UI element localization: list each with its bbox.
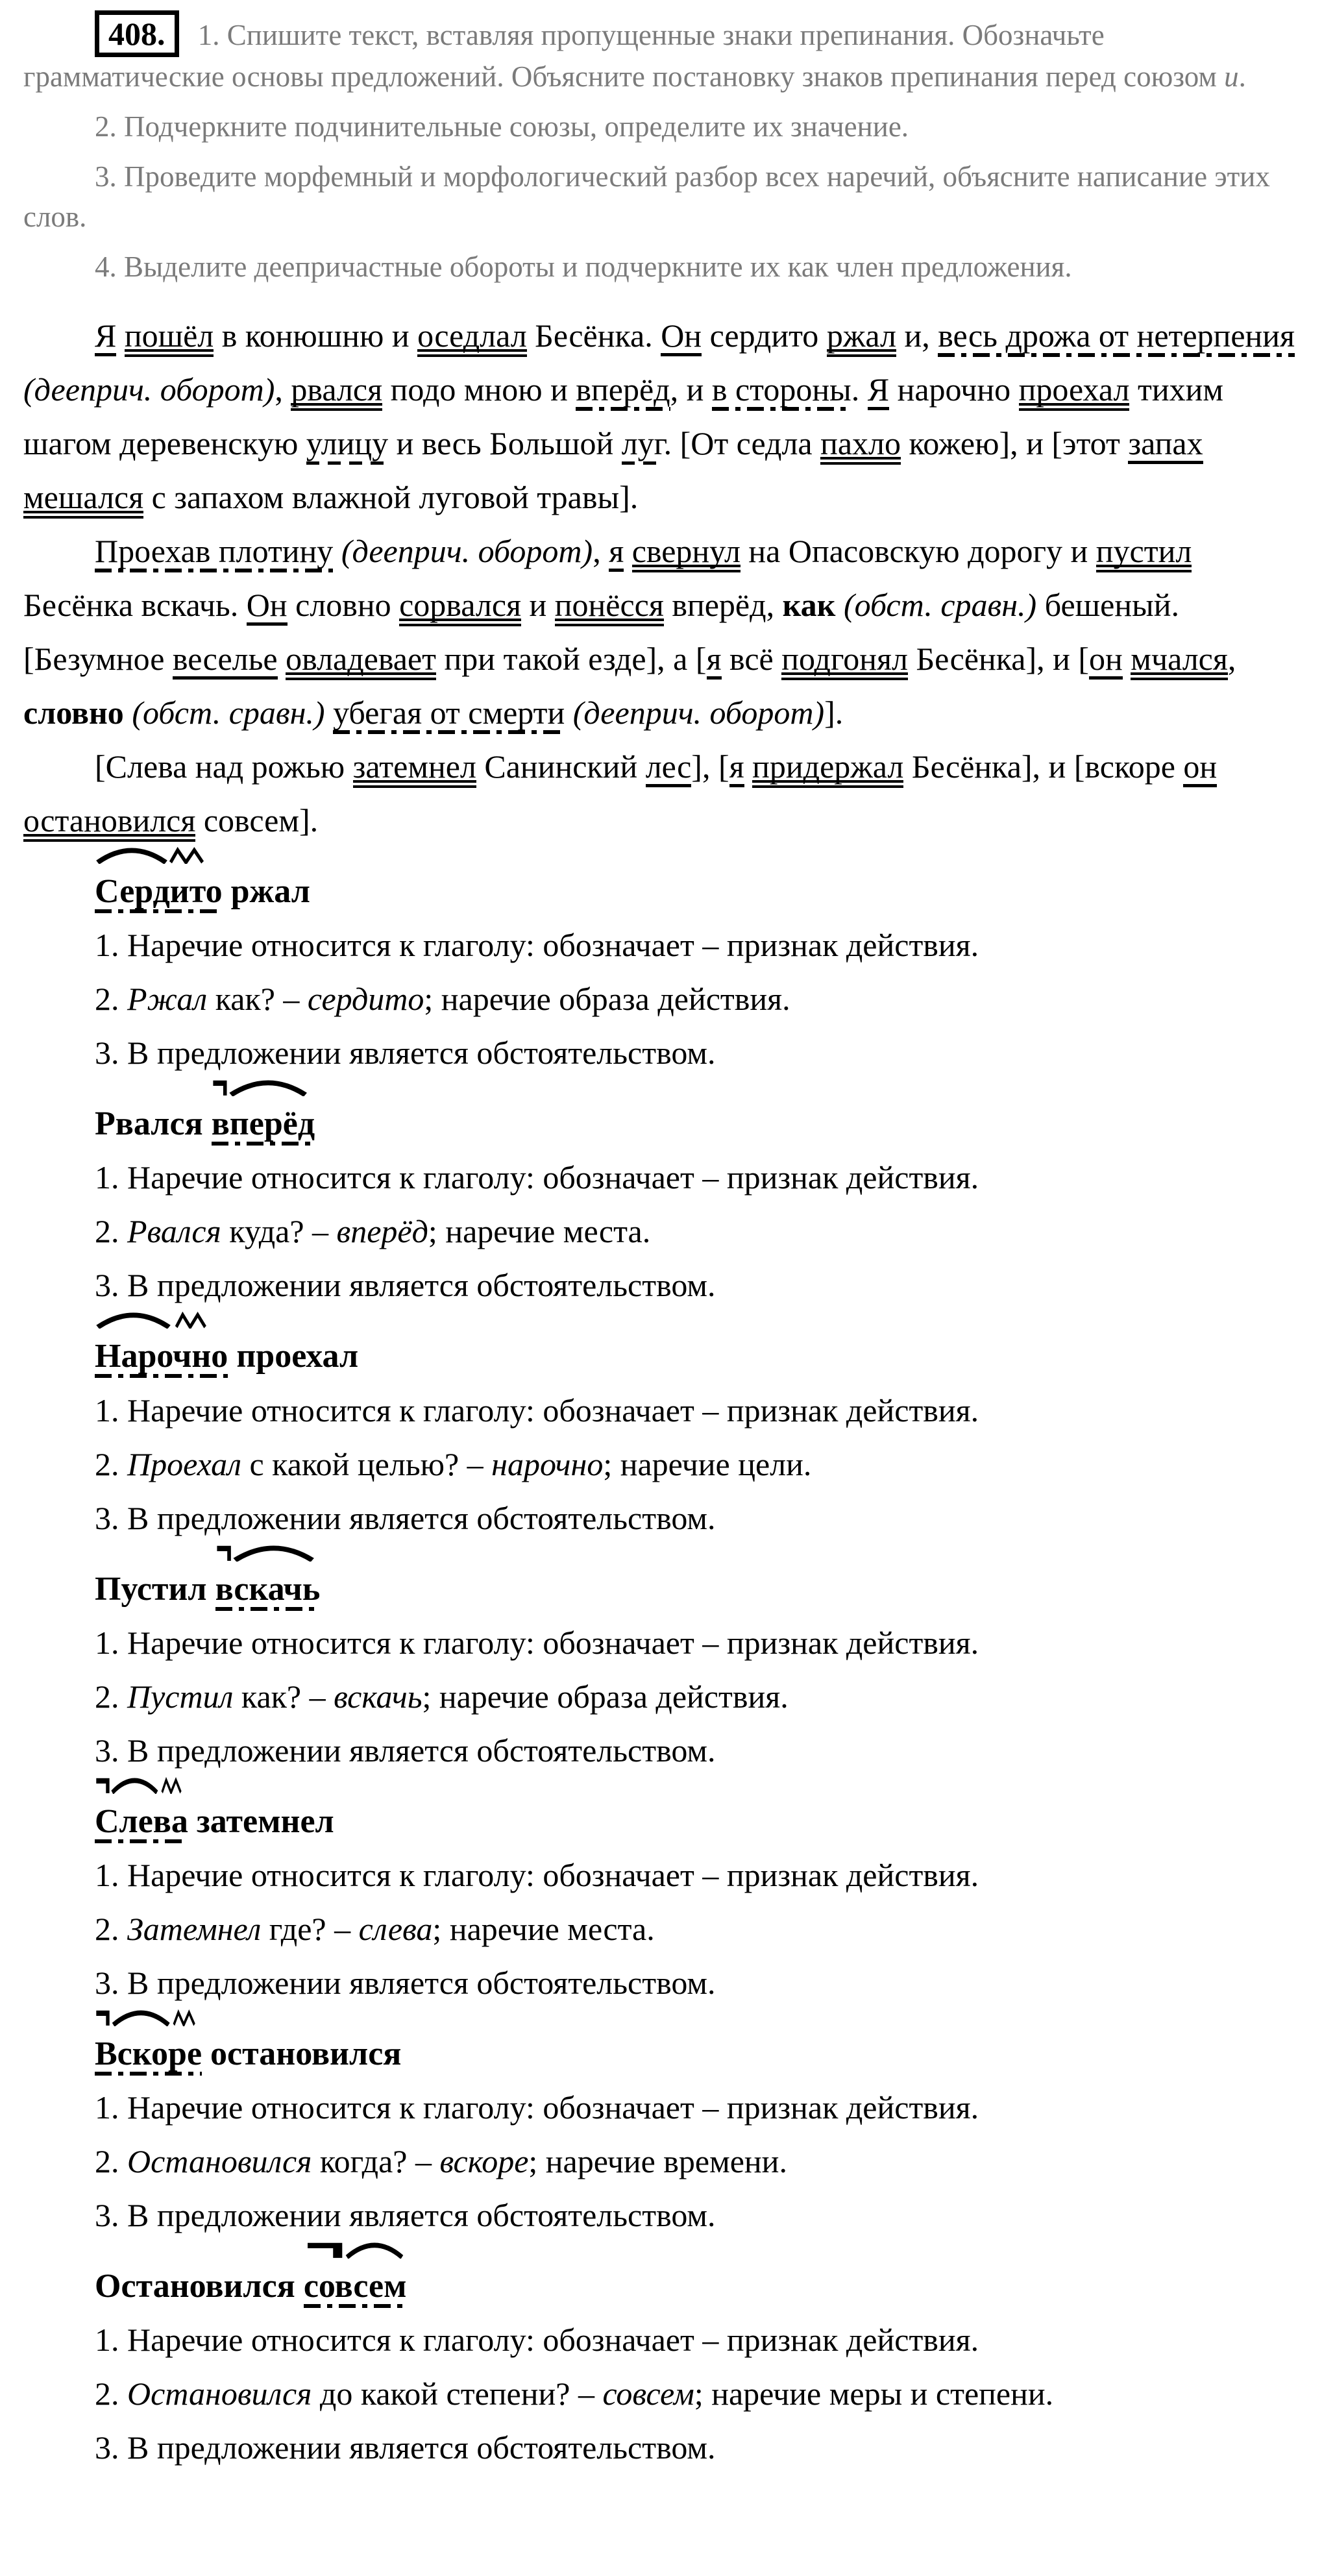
analysis-point-3: 3. В предложении является обстоятельством. bbox=[95, 1499, 716, 1536]
text-segment: 2. bbox=[95, 981, 127, 1018]
text-segment: (дееприч. оборот) bbox=[341, 532, 593, 569]
analysis-point-2 bbox=[95, 1438, 1303, 1491]
text-segment: Он bbox=[247, 587, 288, 626]
text-segment: куда? – bbox=[221, 1213, 337, 1250]
text-segment: Ржал bbox=[127, 981, 208, 1018]
analysis-heading bbox=[95, 1795, 1303, 1848]
text-segment: Остановился bbox=[127, 2375, 312, 2412]
text-segment: вперёд bbox=[576, 371, 670, 411]
analysis-point-3: 3. В предложении является обстоятельством. bbox=[95, 1732, 716, 1769]
text-segment: вперёд bbox=[336, 1213, 428, 1250]
analysis-point-3: 3. В предложении является обстоятельством. bbox=[95, 1267, 716, 1304]
text-segment: он bbox=[1089, 641, 1123, 680]
text-segment: овладевает bbox=[286, 641, 436, 680]
prefix-icon bbox=[212, 1079, 227, 1096]
text-segment: улицу bbox=[306, 425, 388, 465]
analysis-heading bbox=[95, 1329, 1303, 1383]
text-segment bbox=[116, 317, 125, 354]
text-segment: я bbox=[707, 641, 722, 680]
text-segment: словно bbox=[23, 694, 124, 731]
analysis-point-2 bbox=[95, 2367, 1303, 2421]
text-segment: когда? – bbox=[312, 2143, 440, 2180]
text-segment: 2. bbox=[95, 1445, 127, 1482]
text-segment: ; наречие времени. bbox=[528, 2143, 787, 2180]
analysis-heading bbox=[95, 2259, 1303, 2313]
text-segment: вскачь bbox=[334, 1678, 422, 1715]
text-segment: Рвался bbox=[127, 1213, 221, 1250]
text-segment: подо мною и bbox=[382, 371, 576, 408]
text-segment: пошёл bbox=[125, 317, 214, 357]
text-segment: рвался bbox=[291, 371, 382, 411]
task-1-text bbox=[23, 19, 1246, 93]
text-segment: как? – bbox=[207, 981, 308, 1018]
analysis-block-serdito bbox=[95, 865, 1303, 1080]
text-segment: вперёд, bbox=[663, 586, 783, 623]
analyzed-adverb bbox=[95, 2027, 202, 2081]
text-segment: остановился bbox=[23, 802, 195, 842]
text-segment: ; наречие образа действия. bbox=[424, 981, 790, 1018]
text-segment: где? – bbox=[261, 1910, 359, 1947]
text-segment: сердито bbox=[307, 981, 424, 1018]
text-segment: . bbox=[851, 371, 868, 408]
analysis-heading bbox=[95, 2027, 1303, 2081]
verb-word: Пустил bbox=[95, 1570, 207, 1608]
analysis-point-3: 3. В предложении является обстоятельством. bbox=[95, 1964, 716, 2001]
text-segment bbox=[835, 587, 844, 623]
text-segment: ; наречие образа действия. bbox=[422, 1678, 789, 1715]
text-segment: (дееприч. оборот) bbox=[572, 694, 825, 731]
text-segment: 3. Проведите морфемный и морфологический разбор всех наречий, объясните написание этих слов. bbox=[23, 160, 1270, 233]
text-segment: Бесёнка вскачь. bbox=[23, 586, 247, 623]
analysis-point-2 bbox=[95, 2135, 1303, 2189]
text-segment: Я bbox=[95, 317, 116, 356]
text-segment: Бесёнка], и [вскоре bbox=[903, 748, 1184, 785]
text-segment: ; наречие места. bbox=[432, 1910, 655, 1947]
text-segment: Проехал bbox=[127, 1445, 241, 1482]
text-segment: ржал bbox=[827, 317, 896, 357]
analysis-block-narochno bbox=[95, 1329, 1303, 1545]
analysis-block-vperyod bbox=[95, 1097, 1303, 1312]
text-segment: подгонял bbox=[781, 641, 908, 680]
adverb-word: Слева bbox=[95, 1803, 188, 1843]
adverb-word: вперёд bbox=[212, 1105, 315, 1146]
text-segment: . [От седла bbox=[663, 424, 821, 461]
text-segment: ; наречие места. bbox=[428, 1213, 651, 1250]
text-segment: весь дрожа от нетерпения bbox=[938, 317, 1295, 357]
verb-word: ржал bbox=[230, 872, 310, 910]
text-segment: сердито bbox=[702, 317, 827, 354]
text-segment: 2. bbox=[95, 1213, 127, 1250]
text-segment: словно bbox=[287, 586, 400, 623]
task-3 bbox=[23, 157, 1303, 236]
text-segment: как? – bbox=[233, 1678, 334, 1715]
analysis-point-1: 1. Наречие относится к глаголу: обозначает – признак действия. bbox=[95, 1159, 979, 1196]
text-segment: лес bbox=[646, 748, 692, 787]
text-segment: 2. bbox=[95, 2375, 127, 2412]
text-segment: Проехав плотину bbox=[95, 533, 333, 572]
verb-word: Остановился bbox=[95, 2268, 295, 2305]
adverb-word: Нарочно bbox=[95, 1338, 228, 1378]
analysis-point-1: 1. Наречие относится к глаголу: обозначает – признак действия. bbox=[95, 927, 979, 964]
text-segment: ], [ bbox=[691, 748, 729, 785]
analyzed-adverb bbox=[95, 1329, 228, 1383]
text-segment bbox=[333, 533, 341, 569]
analysis-block-vskach bbox=[95, 1562, 1303, 1778]
text-segment: слева bbox=[358, 1910, 433, 1947]
text-segment: придержал bbox=[752, 748, 903, 788]
verb-word: Рвался bbox=[95, 1105, 203, 1143]
text-segment: , bbox=[593, 532, 609, 569]
text-segment: в стороны bbox=[712, 371, 851, 411]
text-segment: нарочно bbox=[491, 1445, 604, 1482]
text-segment: в конюшню и bbox=[214, 317, 418, 354]
text-segment: Бесёнка. bbox=[526, 317, 661, 354]
text-segment: . bbox=[1238, 60, 1246, 93]
verb-word: проехал bbox=[236, 1338, 359, 1375]
prefix-icon bbox=[95, 2009, 110, 2026]
text-segment: , bbox=[1227, 640, 1236, 677]
analysis-heading bbox=[95, 865, 1303, 918]
text-segment: с запахом влажной луговой травы]. bbox=[143, 478, 639, 515]
text-segment bbox=[565, 694, 573, 731]
text-segment: понёсся bbox=[555, 587, 664, 626]
prefix-icon bbox=[95, 1777, 110, 1794]
suffix-caret-icon bbox=[169, 847, 207, 864]
text-segment: (дееприч. оборот) bbox=[23, 371, 275, 408]
exercise-text bbox=[23, 309, 1303, 848]
instructions bbox=[23, 10, 1303, 287]
verb-word: остановился bbox=[210, 2035, 402, 2072]
analysis-point-1: 1. Наречие относится к глаголу: обозначает – признак действия. bbox=[95, 2322, 979, 2359]
analysis-heading bbox=[95, 1097, 1303, 1151]
adverb-word: Вскоре bbox=[95, 2035, 202, 2076]
analysis-block-sovsem bbox=[95, 2259, 1303, 2475]
verb-word: затемнел bbox=[196, 1802, 334, 1840]
analysis-blocks bbox=[95, 865, 1303, 2475]
text-segment: 2. bbox=[95, 2143, 127, 2180]
text-segment: ; наречие меры и степени. bbox=[694, 2375, 1054, 2412]
task-2 bbox=[23, 107, 1303, 147]
text-segment: он bbox=[1183, 748, 1217, 787]
root-arc-icon bbox=[232, 1545, 315, 1562]
adverb-word: вскачь bbox=[215, 1571, 321, 1611]
text-segment: бешеный. [Безумное bbox=[23, 586, 1179, 677]
analysis-point-2 bbox=[95, 972, 1303, 1026]
text-segment: Я bbox=[868, 371, 889, 410]
analysis-point-2 bbox=[95, 1205, 1303, 1258]
text-segment: до какой степени? – bbox=[312, 2375, 603, 2412]
text-segment: запах bbox=[1128, 425, 1203, 464]
analysis-point-1: 1. Наречие относится к глаголу: обозначает – признак действия. bbox=[95, 2089, 979, 2126]
text-segment bbox=[744, 748, 753, 785]
analyzed-adverb bbox=[95, 1795, 188, 1848]
text-segment: я bbox=[729, 748, 744, 787]
text-segment: я bbox=[609, 533, 624, 572]
text-segment: совсем bbox=[602, 2375, 694, 2412]
text-segment: затемнел bbox=[353, 748, 476, 788]
analysis-point-2 bbox=[95, 1670, 1303, 1724]
text-segment: при такой езде], а [ bbox=[436, 640, 707, 677]
text-segment: Пустил bbox=[127, 1678, 234, 1715]
text-segment: (обст. сравн.) bbox=[132, 694, 325, 731]
text-segment: 2. bbox=[95, 1910, 127, 1947]
text-segment: тихим шагом деревенскую bbox=[23, 371, 1223, 461]
text-segment: Затемнел bbox=[127, 1910, 262, 1947]
suffix-caret-icon bbox=[175, 1312, 209, 1329]
text-segment bbox=[124, 694, 132, 731]
text-segment: и, bbox=[896, 317, 938, 354]
root-arc-icon bbox=[228, 1079, 308, 1096]
text-segment: мешался bbox=[23, 479, 143, 519]
text-segment: , bbox=[275, 371, 291, 408]
prefix-icon bbox=[215, 1545, 231, 1562]
text-segment: сорвался bbox=[399, 587, 521, 626]
text-segment bbox=[1123, 641, 1131, 677]
text-segment: Бесёнка], и [ bbox=[907, 640, 1090, 677]
text-segment: Он bbox=[661, 317, 702, 356]
text-segment: на Опасовскую дорогу и bbox=[740, 532, 1096, 569]
analysis-block-vskore bbox=[95, 2027, 1303, 2242]
suffix-caret-icon bbox=[173, 2009, 197, 2026]
adverb-word: совсем bbox=[304, 2268, 407, 2308]
analyzed-adverb bbox=[95, 865, 223, 918]
text-segment: нарочно bbox=[889, 371, 1019, 408]
text-segment: 4. Выделите деепричастные обороты и подчеркните их как член предложения. bbox=[95, 250, 1072, 283]
exercise-number: 408. bbox=[95, 10, 179, 57]
task-1 bbox=[23, 10, 1303, 97]
text-segment: пустил bbox=[1096, 533, 1192, 572]
text-segment: луг bbox=[622, 425, 664, 465]
analysis-point-3: 3. В предложении является обстоятельством. bbox=[95, 2429, 716, 2466]
adverb-word: Сердито bbox=[95, 873, 223, 913]
text-segment: Остановился bbox=[127, 2143, 312, 2180]
text-segment: совсем]. bbox=[195, 802, 319, 839]
text-segment: веселье bbox=[173, 641, 278, 680]
text-segment: убегая от смерти bbox=[333, 694, 565, 734]
analysis-point-1: 1. Наречие относится к глаголу: обозначает – признак действия. bbox=[95, 1624, 979, 1661]
text-segment: как bbox=[782, 586, 836, 623]
text-segment bbox=[278, 641, 286, 677]
analysis-point-1: 1. Наречие относится к глаголу: обозначает – признак действия. bbox=[95, 1856, 979, 1893]
analyzed-adverb bbox=[215, 1562, 321, 1616]
analyzed-adverb bbox=[304, 2259, 407, 2313]
analyzed-adverb bbox=[212, 1097, 315, 1151]
text-segment: и bbox=[1224, 60, 1239, 93]
text-segment: и весь Большой bbox=[388, 424, 622, 461]
text-segment: пахло bbox=[820, 425, 901, 465]
analysis-heading bbox=[95, 1562, 1303, 1616]
root-arc-icon bbox=[110, 1777, 159, 1794]
text-segment bbox=[325, 694, 334, 731]
text-segment: проехал bbox=[1019, 371, 1130, 411]
analysis-point-3: 3. В предложении является обстоятельством. bbox=[95, 2197, 716, 2234]
text-segment: 2. Подчеркните подчинительные союзы, определите их значение. bbox=[95, 110, 909, 143]
text-segment: кожею], и [этот bbox=[901, 424, 1129, 461]
text-segment: ]. bbox=[824, 694, 844, 731]
text-segment: свернул bbox=[632, 533, 741, 572]
text-segment: оседлал bbox=[417, 317, 527, 357]
paragraph-2 bbox=[23, 524, 1303, 740]
root-arc-icon bbox=[345, 2242, 404, 2259]
suffix-caret-icon bbox=[161, 1777, 184, 1794]
root-arc-icon bbox=[95, 1312, 172, 1329]
analysis-point-3: 3. В предложении является обстоятельством. bbox=[95, 1035, 716, 1072]
text-segment: мчался bbox=[1131, 641, 1228, 680]
text-segment: с какой целью? – bbox=[241, 1445, 492, 1482]
text-segment: и bbox=[521, 586, 555, 623]
text-segment: [Слева над рожью bbox=[95, 748, 353, 785]
prefix-icon bbox=[304, 2242, 343, 2259]
text-segment: всё bbox=[721, 640, 782, 677]
text-segment: (обст. сравн.) bbox=[843, 586, 1037, 623]
text-segment: 2. bbox=[95, 1678, 127, 1715]
paragraph-1 bbox=[23, 309, 1303, 524]
analysis-point-1: 1. Наречие относится к глаголу: обозначает – признак действия. bbox=[95, 1392, 979, 1429]
text-segment: , и bbox=[670, 371, 712, 408]
root-arc-icon bbox=[111, 2009, 171, 2026]
task-4 bbox=[23, 247, 1303, 287]
text-segment bbox=[624, 533, 632, 569]
analysis-point-2 bbox=[95, 1902, 1303, 1956]
text-segment: ; наречие цели. bbox=[603, 1445, 812, 1482]
text-segment: вскоре bbox=[439, 2143, 529, 2180]
root-arc-icon bbox=[95, 847, 169, 864]
paragraph-3 bbox=[23, 740, 1303, 848]
analysis-block-sleva bbox=[95, 1795, 1303, 2010]
text-segment: 1. Спишите текст, вставляя пропущенные знаки препинания. Обозначьте грамматические основы предложений. Объясните постановку знаков препинания перед союзом bbox=[23, 19, 1225, 93]
text-segment: Санинский bbox=[476, 748, 646, 785]
